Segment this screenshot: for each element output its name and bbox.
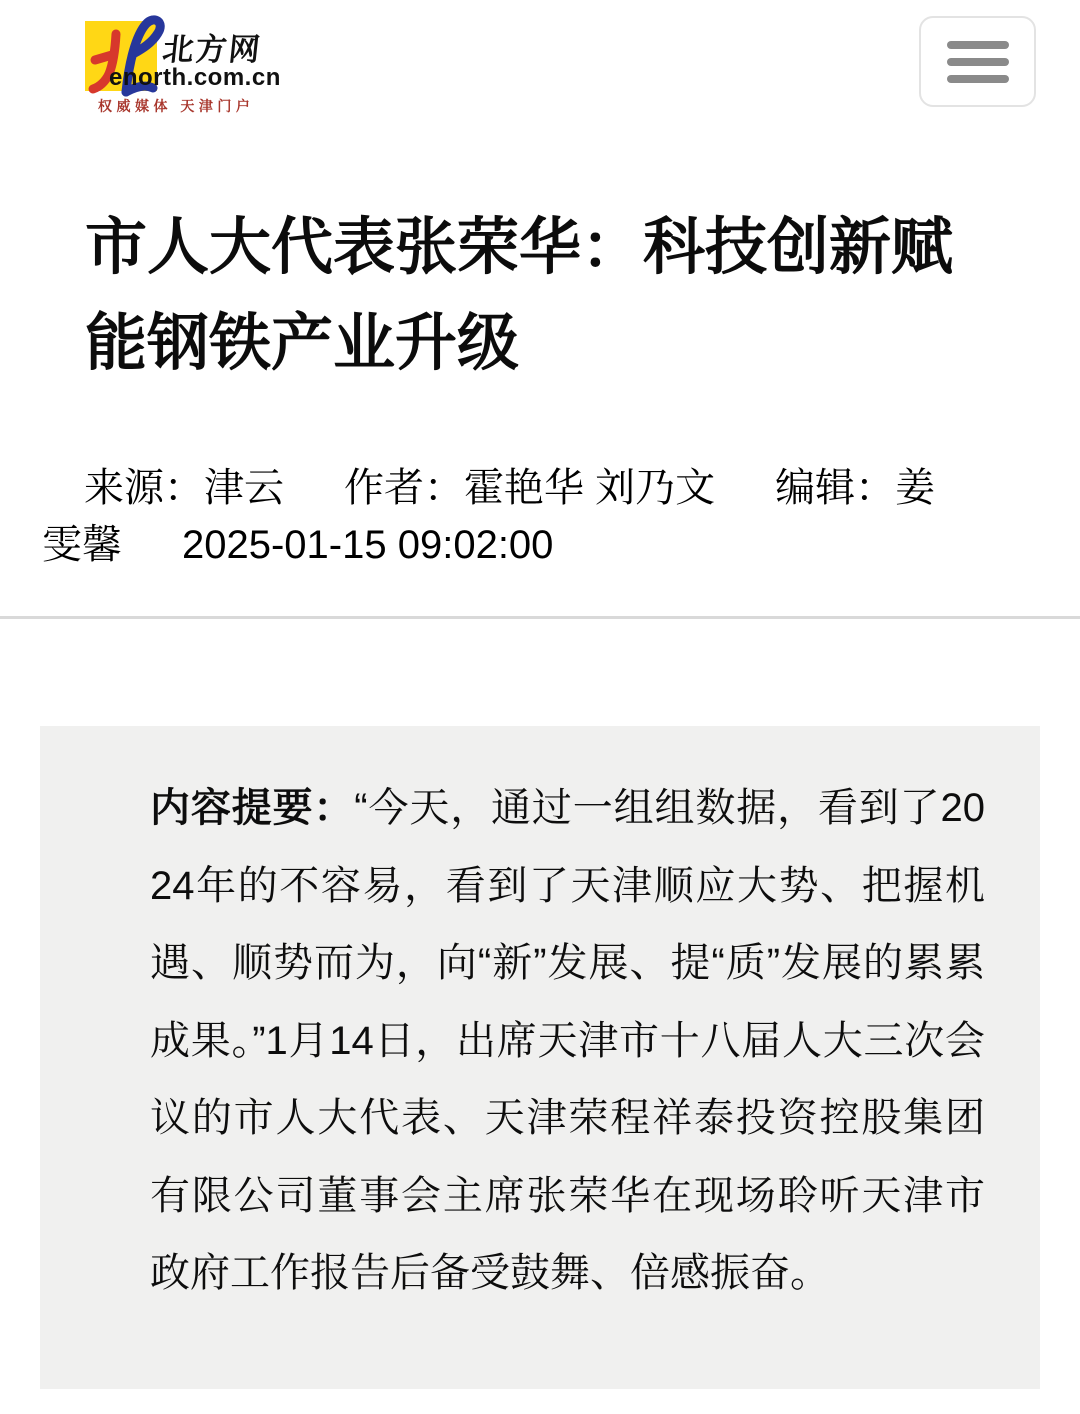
site-header [0, 0, 1080, 130]
summary-paragraph [150, 770, 985, 1313]
summary-text: “今天，通过一组组数据，看到了2024年的不容易，看到了天津顺应大势、把握机遇、顺势而为，向“新”发展、提“质”发展的累累成果。”1月14日，出席天津市十八届人大三次会议的市人大代表、天津荣程祥泰投资控股集团有限公司董事会主席张荣华在现场聆听天津市政府工作报告后备受鼓舞、倍感振奋。 [150, 786, 985, 1295]
site-logo[interactable] [85, 12, 295, 112]
meta-source [84, 466, 284, 510]
article-title: 市人大代表张荣华：科技创新赋能钢铁产业升级 [85, 213, 954, 378]
site-name: 北方网 [160, 32, 264, 67]
meta-author-value: 霍艳华 刘乃文 [464, 466, 716, 510]
menu-button[interactable] [919, 16, 1036, 107]
summary-box [40, 726, 1040, 1389]
meta-author-label: 作者： [344, 466, 464, 510]
meta-editor-value: 姜雯馨 [42, 466, 936, 567]
article-meta [42, 460, 972, 574]
summary-label: 内容提要： [150, 786, 355, 830]
meta-editor-label: 编辑： [775, 466, 896, 510]
meta-author [344, 466, 715, 510]
meta-datetime: 2025-01-15 09:02:00 [182, 523, 554, 567]
site-tagline: 权威媒体 天津门户 [98, 98, 255, 114]
section-divider [0, 616, 1080, 619]
meta-source-label: 来源： [84, 466, 204, 510]
site-domain: enorth.com.cn [109, 64, 281, 91]
meta-source-value: 津云 [204, 466, 284, 510]
